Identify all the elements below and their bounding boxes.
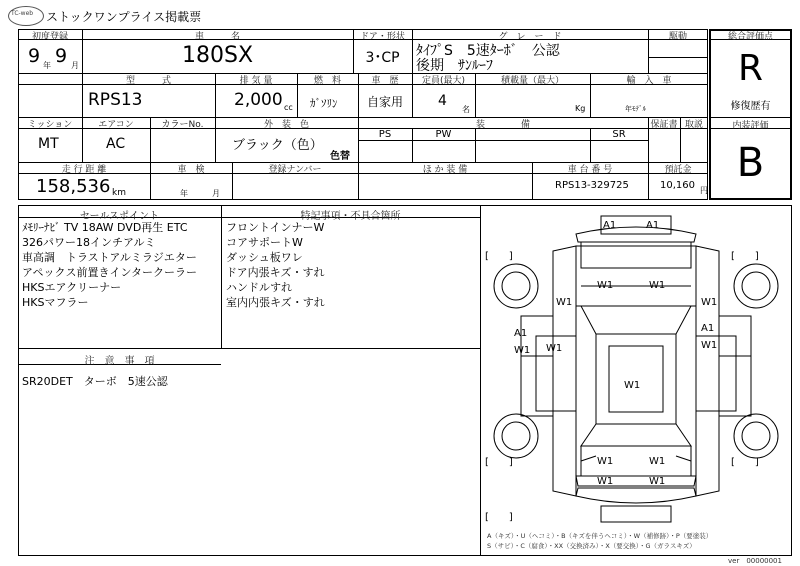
capacity-value: 4 [438, 93, 447, 109]
load-unit: Kg [575, 104, 586, 113]
damage-mark: W1 [649, 476, 666, 487]
chassis-label: 車 台 番 号 [567, 165, 613, 175]
sales-points-list [22, 220, 197, 310]
damage-mark: A1 [646, 220, 660, 231]
overall-label: 総合評価点 [727, 32, 773, 42]
aircon-label: エアコン [98, 120, 134, 130]
overall-grade: R [737, 48, 763, 89]
list-item: HKSエアクリーナー [22, 281, 122, 294]
bracket-mark: [ ] [731, 457, 759, 468]
history-value: 自家用 [366, 95, 403, 109]
equip-pw: PW [435, 129, 452, 140]
car-name: 180SX [181, 43, 254, 68]
price-unit: 円 [700, 186, 708, 195]
grade-line2: 後期 ｻﾝﾙｰﾌ [416, 58, 493, 74]
displacement-value: 2,000 [234, 90, 283, 110]
list-item: ハンドルすれ [226, 281, 292, 294]
damage-mark: W1 [514, 345, 531, 356]
model-value: RPS13 [88, 90, 143, 110]
damage-mark: W1 [546, 343, 563, 354]
list-item: アペックス前置きインタークーラー [22, 266, 198, 279]
capacity-unit: 名 [462, 105, 470, 114]
mission-label: ミッション [27, 120, 73, 130]
special-notes-list [226, 220, 325, 310]
list-item: 室内内張キズ・すれ [226, 296, 325, 309]
load-label: 積載量（最大） [500, 76, 564, 86]
sales-point-label: セールスポイント [79, 211, 160, 222]
ext-color-label: 外 装 色 [263, 120, 309, 130]
mileage-value: 158,536 [36, 176, 111, 197]
list-item: ﾒﾓﾘｰﾅﾋﾞ TV 18AW DVD再生 ETC [22, 221, 188, 234]
bracket-mark: [ ] [485, 251, 513, 262]
legend-line-1: A（キズ）・U（ヘコミ）・B（キズを伴うヘコミ）・W（補修跡）・P（要塗装） [487, 532, 713, 540]
grade-label: グ レ ー ド [498, 32, 562, 42]
fuel-value: ｶﾞｿﾘﾝ [310, 97, 338, 110]
fuel-label: 燃 料 [313, 76, 341, 86]
displacement-label: 排 気 量 [239, 76, 273, 86]
damage-mark: W1 [556, 297, 573, 308]
damage-mark: W1 [649, 456, 666, 467]
special-label: 特記事項・不具合箇所 [300, 211, 401, 222]
list-item: 326パワー18インチアルミ [22, 236, 156, 249]
other-equip-label: ほ か 装 備 [422, 165, 468, 175]
caution-item: SR20DET ターボ 5速公認 [22, 375, 168, 388]
aircon-value: AC [106, 136, 126, 152]
equip-ps: PS [378, 129, 392, 140]
model-label: 型 式 [125, 76, 171, 86]
reg-month: 9 [55, 45, 68, 67]
interior-grade: B [736, 140, 765, 186]
damage-mark: A1 [514, 328, 528, 339]
damage-mark: W1 [701, 340, 718, 351]
bracket-mark: [ ] [485, 512, 513, 523]
drive-label: 駆動 [668, 32, 687, 42]
reg-year-unit: 年 [43, 61, 51, 70]
page-title: ストックワンプライス掲載票 [46, 10, 202, 24]
damage-mark: A1 [603, 220, 617, 231]
import-note: 年ﾓﾃﾞﾙ [625, 105, 646, 113]
name-label: 車 名 [194, 32, 240, 42]
manual-label: 取説 [684, 120, 703, 130]
damage-mark: A1 [701, 323, 715, 334]
list-item: 車高調 トラストアルミラジエター [22, 251, 197, 264]
door-label: ドア・形状 [360, 32, 405, 42]
mission-value: MT [38, 136, 59, 152]
import-label: 輸 入 車 [626, 76, 672, 86]
color-no-label: カラーNo. [161, 120, 204, 130]
list-item: コアサポートW [226, 236, 303, 249]
damage-mark: W1 [597, 280, 614, 291]
damage-mark: W1 [597, 476, 614, 487]
grade-line1: ﾀｲﾌﾟS 5速ﾀｰﾎﾞ 公認 [416, 43, 560, 59]
displacement-unit: cc [284, 103, 293, 112]
ext-color-value: ブラック（色） [232, 138, 323, 153]
list-item: ダッシュ板ワレ [226, 251, 303, 264]
first-reg-label: 初度登録 [31, 32, 68, 42]
mileage-unit: km [112, 188, 126, 198]
warranty-label: 保証書 [650, 120, 678, 130]
damage-mark: W1 [624, 380, 641, 391]
insp-month: 月 [212, 189, 220, 198]
equip-label: 装 備 [475, 120, 530, 130]
mileage-label: 走 行 距 離 [61, 165, 107, 175]
logo-text: TC-web [11, 10, 34, 17]
equip-sr: SR [612, 129, 626, 140]
interior-label: 内装評価 [732, 121, 769, 131]
list-item: HKSマフラー [22, 296, 89, 309]
legend-line-2: S（サビ）・C（腐食）・XX（交換済み）・X（要交換）・G（ガラスキズ） [487, 542, 696, 550]
reg-year: 9 [28, 45, 41, 67]
list-item: ドア内張キズ・すれ [226, 266, 325, 279]
insp-year: 年 [180, 189, 188, 198]
reg-no-label: 登録ナンバー [268, 165, 322, 175]
capacity-label: 定員(最大) [421, 76, 466, 86]
chassis-value: RPS13-329725 [555, 180, 629, 191]
version-text: ver 00000001 [728, 557, 782, 565]
bracket-mark: [ ] [731, 251, 759, 262]
price-value: 10,160 [660, 180, 695, 191]
damage-mark: W1 [597, 456, 614, 467]
list-item: フロントインナーW [226, 221, 325, 234]
damage-mark: W1 [649, 280, 666, 291]
overall-note: 修復歴有 [730, 101, 771, 112]
reg-month-unit: 月 [71, 61, 79, 70]
car-damage-diagram [481, 206, 791, 555]
bracket-mark: [ ] [485, 457, 513, 468]
price-label: 預託金 [664, 165, 692, 175]
history-label: 車 歴 [371, 76, 399, 86]
door-type: 3･CP [365, 50, 400, 66]
damage-mark: W1 [701, 297, 718, 308]
inspection-label: 車 検 [177, 165, 205, 175]
caution-label: 注 意 事 項 [84, 356, 155, 367]
color-change: 色替 [330, 151, 350, 162]
